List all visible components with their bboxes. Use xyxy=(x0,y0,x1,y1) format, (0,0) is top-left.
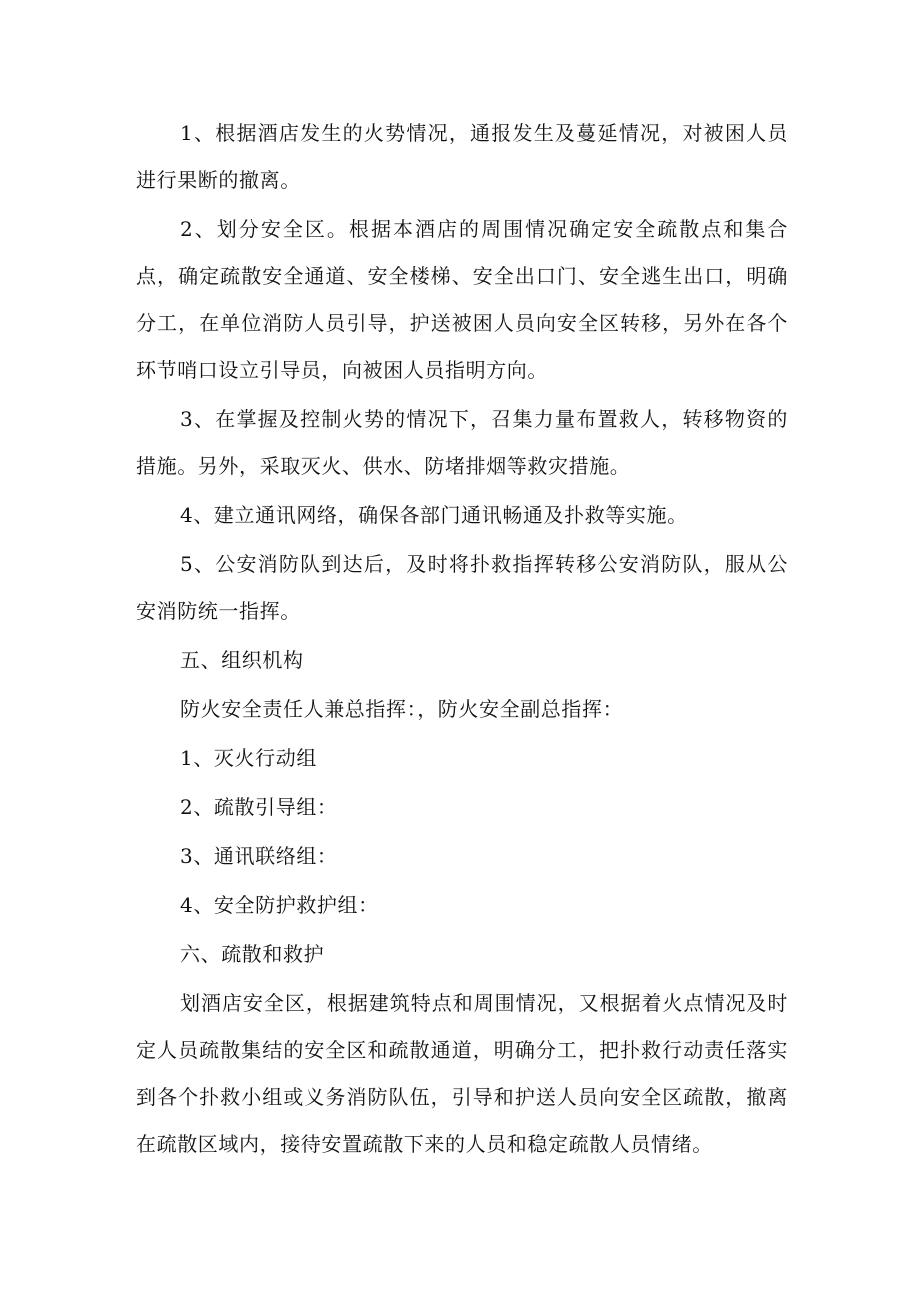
document-page xyxy=(136,110,788,1170)
paragraph-evacuation-1: 1、根据酒店发生的火势情况，通报发生及蔓延情况，对被困人员进行果断的撤离。 xyxy=(136,121,788,192)
section-heading-organization: 五、组织机构 xyxy=(180,648,304,672)
paragraph-safety-zone-2: 2、划分安全区。根据本酒店的周围情况确定安全疏散点和集合点，确定疏散安全通道、安全楼梯、安全出口门、安全逃生出口，明确分工，在单位消防人员引导，护送被困人员向安全区转移，另外在各个环节哨口设立引导员，向被困人员指明方向。 xyxy=(136,217,788,382)
paragraph-fire-control-3: 3、在掌握及控制火势的情况下，召集力量布置救人，转移物资的措施。另外，采取灭火、供水、防堵排烟等救灾措施。 xyxy=(136,407,788,478)
paragraph-safe-zone-plan: 划酒店安全区，根据建筑特点和周围情况，又根据着火点情况及时定人员疏散集结的安全区和疏散通道，明确分工，把扑救行动责任落实到各个扑救小组或义务消防队伍，引导和护送人员向安全区疏散，撤离在疏散区域内，接待安置疏散下来的人员和稳定疏散人员情绪。 xyxy=(136,991,788,1156)
paragraph-communication-4: 4、建立通讯网络，确保各部门通讯畅通及扑救等实施。 xyxy=(180,503,688,527)
list-item-communication-group: 3、通讯联络组： xyxy=(180,844,338,868)
section-heading-evacuation-rescue: 六、疏散和救护 xyxy=(180,942,325,966)
paragraph-commanders: 防火安全责任人兼总指挥：，防火安全副总指挥： xyxy=(180,697,624,721)
list-item-rescue-group: 4、安全防护救护组： xyxy=(180,893,379,917)
list-item-evacuation-group: 2、疏散引导组： xyxy=(180,795,338,819)
list-item-firefighting-group: 1、灭火行动组 xyxy=(180,746,317,770)
paragraph-fire-brigade-5: 5、公安消防队到达后，及时将扑救指挥转移公安消防队，服从公安消防统一指挥。 xyxy=(136,552,788,623)
